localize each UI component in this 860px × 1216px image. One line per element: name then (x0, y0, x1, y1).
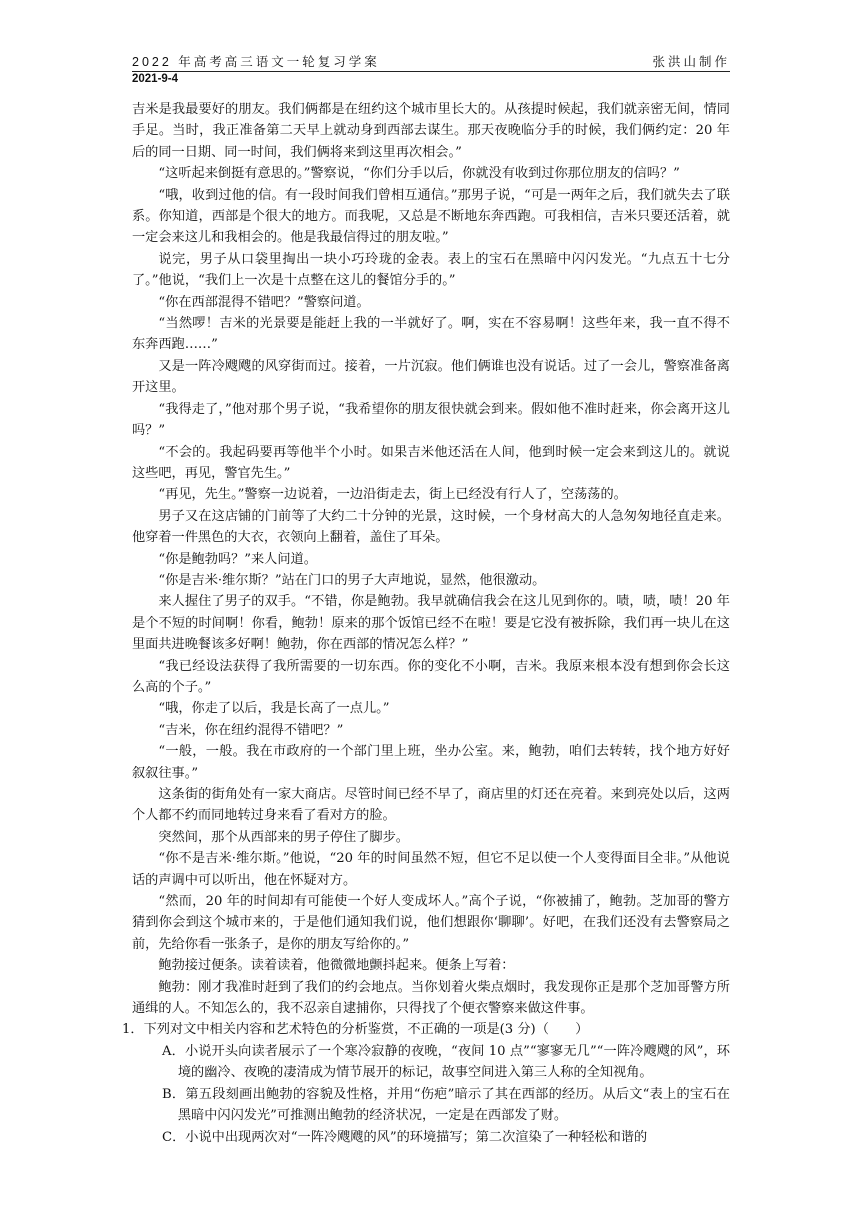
paragraph: “哦，收到过他的信。有一段时间我们曾相互通信。”那男子说，“可是一两年之后，我们就失去了联系。你知道，西部是个很大的地方。而我呢，又总是不断地东奔西跑。可我相信，吉米只要还活着，就一定会来这儿和我相会的。他是我最信得过的朋友啦。” (132, 187, 730, 246)
document-page (122, 52, 730, 1148)
paragraph: 突然间，那个从西部来的男子停住了脚步。 (158, 829, 409, 845)
header-divider (132, 71, 730, 72)
paragraph: 鲍勃接过便条。读着读着，他微微地颤抖起来。便条上写着： (158, 958, 515, 974)
paragraph: 来人握住了男子的双手。“不错，你是鲍勃。我早就确信我会在这儿见到你的。啧，啧，啧！20 年是个不短的时间啊！你看，鲍勃！原来的那个饭馆已经不在啦！要是它没有被拆除，我们再一块儿在这里面共进晚餐该多好啊！鲍勃，你在西部的情况怎么样？” (132, 594, 730, 653)
paragraph: “一般，一般。我在市政府的一个部门里上班，坐办公室。来，鲍勃，咱们去转转，找个地方好好叙叙往事。” (132, 744, 730, 781)
question-options (132, 1041, 730, 1148)
header-author: 张洪山制作 (652, 55, 730, 69)
paragraph: “哦，你走了以后，我是长高了一点儿。” (158, 701, 390, 717)
story-text (132, 99, 730, 1019)
answer-option: B．第五段刻画出鲍勃的容貌及性格，并用“伤疤”暗示了其在西部的经历。从后文“表上的宝石在黑暗中闪闪发光”可推测出鲍勃的经济状况，一定是在西部发了财。 (162, 1086, 730, 1124)
header-title: 2022 年高考高三语文一轮复习学案 (132, 55, 380, 69)
paragraph: “这听起来倒挺有意思的。”警察说，“你们分手以后，你就没有收到过你那位朋友的信吗？” (158, 166, 680, 182)
paragraph: 这条街的街角处有一家大商店。尽管时间已经不早了，商店里的灯还在亮着。来到亮处以后，这两个人都不约而同地转过身来看了看对方的脸。 (132, 787, 730, 824)
paragraph: “然而，20 年的时间却有可能使一个好人变成坏人。”高个子说，“你被捕了，鲍勃。芝加哥的警方猜到你会到这个城市来的，于是他们通知我们说，他们想跟你‘聊聊’。好吧，在我们还没有去警察局之前，先给你看一张条子，是你的朋友写给你的。” (132, 894, 730, 952)
paragraph: “不会的。我起码要再等他半个小时。如果吉米他还活在人间，他到时候一定会来到这儿的。就说这些吧，再见，警官先生。” (132, 444, 730, 481)
paragraph: “吉米，你在纽约混得不错吧？” (158, 722, 344, 738)
paragraph: “当然啰！吉米的光景要是能赶上我的一半就好了。啊，实在不容易啊！这些年来，我一直不得不东奔西跑……” (132, 316, 730, 353)
paragraph: “你不是吉米·维尔斯。”他说，“20 年的时间虽然不短，但它不足以使一个人变得面目全非。”从他说话的声调中可以听出，他在怀疑对方。 (132, 851, 730, 888)
question-block (122, 1019, 730, 1147)
paragraph: “我已经设法获得了我所需要的一切东西。你的变化不小啊，吉米。我原来根本没有想到你会长这么高的个子。” (132, 658, 730, 695)
paragraph: 说完，男子从口袋里掏出一块小巧玲珑的金表。表上的宝石在黑暗中闪闪发光。“九点五十七分了。”他说，“我们上一次是十点整在这儿的餐馆分手的。” (132, 251, 730, 289)
paragraph: “你是吉米·维尔斯？”站在门口的男子大声地说，显然，他很激动。 (158, 572, 546, 588)
paragraph: “你在西部混得不错吧？”警察问道。 (158, 294, 370, 310)
question-stem: 1．下列对文中相关内容和艺术特色的分析鉴赏，不正确的一项是(3 分)（ ） (122, 1022, 589, 1038)
paragraph: “我得走了，”他对那个男子说，“我希望你的朋友很快就会到来。假如他不准时赶来，你会离开这儿吗？” (132, 401, 730, 439)
page-header (132, 52, 730, 70)
paragraph: 男子又在这店铺的门前等了大约二十分钟的光景，这时候，一个身材高大的人急匆匆地径直走来。他穿着一件黑色的大衣，衣领向上翻着，盖住了耳朵。 (132, 508, 730, 546)
answer-option: C．小说中出现两次对“一阵冷飕飕的风”的环境描写；第二次渲染了一种轻松和谐的 (162, 1129, 648, 1145)
answer-option: A．小说开头向读者展示了一个寒冷寂静的夜晚，“夜间 10 点”“寥寥无几”“一阵冷飕飕的风”，环境的幽冷、夜晚的凄清成为情节展开的标记，故事空间进入第三人称的全知视角。 (162, 1043, 730, 1081)
paragraph: 吉米是我最要好的朋友。我们俩都是在纽约这个城市里长大的。从孩提时候起，我们就亲密无间，情同手足。当时，我正准备第二天早上就动身到西部去谋生。那天夜晚临分手的时候，我们俩约定：20 年后的同一日期、同一时间，我们俩将来到这里再次相会。” (132, 102, 730, 160)
paragraph: “你是鲍勃吗？”来人问道。 (158, 551, 317, 567)
paragraph: 鲍勃：刚才我准时赶到了我们的约会地点。当你划着火柴点烟时，我发现你正是那个芝加哥警方所通缉的人。不知怎么的，我不忍亲自逮捕你，只得找了个便衣警察来做这件事。 (132, 979, 730, 1017)
paragraph: “再见，先生。”警察一边说着，一边沿街走去，街上已经没有行人了，空荡荡的。 (158, 487, 627, 503)
paragraph: 又是一阵冷飕飕的风穿街而过。接着，一片沉寂。他们俩谁也没有说话。过了一会儿，警察准备离开这里。 (132, 358, 730, 396)
header-date: 2021-9-4 (132, 73, 179, 85)
